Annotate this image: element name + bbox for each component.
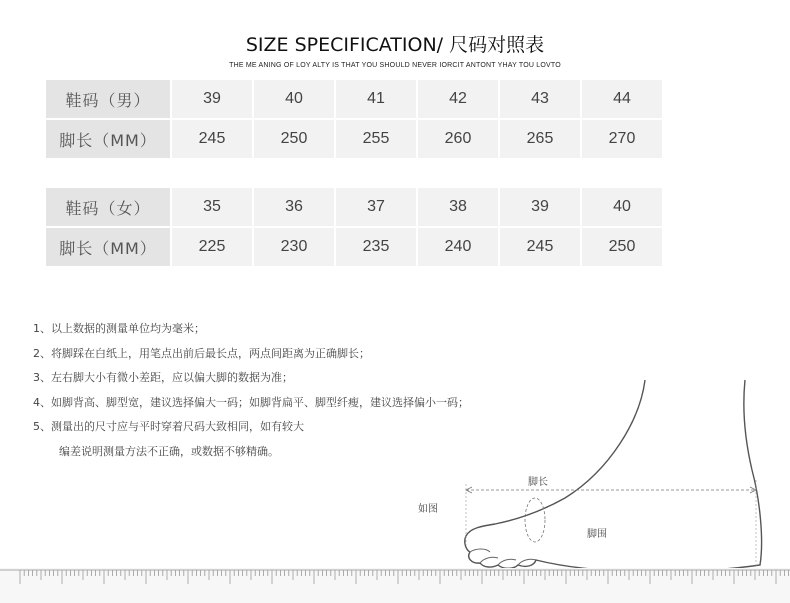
table-cell: 245 [500, 228, 582, 268]
as-shown-label: 如图 [418, 504, 438, 515]
table-row [46, 188, 664, 228]
table-cell: 250 [254, 120, 336, 160]
table-cell: 35 [172, 188, 254, 228]
table-cell: 41 [336, 80, 418, 120]
note-item: 2、将脚踩在白纸上，用笔点出前后最长点，两点间距离为正确脚长； [33, 346, 370, 360]
table-cell: 42 [418, 80, 500, 120]
table-cell: 270 [582, 120, 664, 160]
foot-outline-icon [465, 380, 762, 572]
table-row [46, 80, 664, 120]
table-cell: 250 [582, 228, 664, 268]
table-row [46, 120, 664, 160]
foot-girth-label: 脚围 [587, 529, 607, 540]
table-cell: 40 [254, 80, 336, 120]
ruler-icon [0, 568, 790, 603]
table-cell: 39 [500, 188, 582, 228]
table-row [46, 228, 664, 268]
men-length-label: 脚长（MM） [46, 120, 172, 160]
note-item: 4、如脚背高、脚型宽，建议选择偏大一码；如脚背扁平、脚型纤瘦，建议选择偏小一码； [33, 395, 469, 409]
table-cell: 36 [254, 188, 336, 228]
women-size-label: 鞋码（女） [46, 188, 172, 228]
table-cell: 38 [418, 188, 500, 228]
note-item: 5、测量出的尺寸应与平时穿着尺码大致相同，如有较大 [33, 420, 304, 433]
foot-length-label: 脚长 [528, 477, 548, 488]
table-cell: 255 [336, 120, 418, 160]
table-cell: 43 [500, 80, 582, 120]
men-size-table [46, 80, 664, 160]
women-length-label: 脚长（MM） [46, 228, 172, 268]
table-cell: 40 [582, 188, 664, 228]
table-cell: 44 [582, 80, 664, 120]
women-size-table [46, 188, 664, 268]
note-item: 编差说明测量方法不正确，或数据不够精确。 [59, 444, 279, 458]
table-cell: 39 [172, 80, 254, 120]
page-title: SIZE SPECIFICATION/ 尺码对照表 [245, 34, 545, 56]
table-cell: 225 [172, 228, 254, 268]
note-item: 1、以上数据的测量单位均为毫米； [33, 322, 205, 335]
table-cell: 37 [336, 188, 418, 228]
foot-diagram [0, 370, 790, 580]
table-cell: 235 [336, 228, 418, 268]
table-cell: 230 [254, 228, 336, 268]
table-cell: 260 [418, 120, 500, 160]
table-cell: 240 [418, 228, 500, 268]
table-cell: 245 [172, 120, 254, 160]
note-item: 3、左右脚大小有微小差距，应以偏大脚的数据为准； [33, 371, 293, 384]
page-subtitle: THE ME ANING OF LOY ALTY IS THAT YOU SHOULD NEVER IORCIT ANTONT YHAY TOU LOVTO [229, 62, 561, 69]
men-size-label: 鞋码（男） [46, 80, 172, 120]
table-cell: 265 [500, 120, 582, 160]
